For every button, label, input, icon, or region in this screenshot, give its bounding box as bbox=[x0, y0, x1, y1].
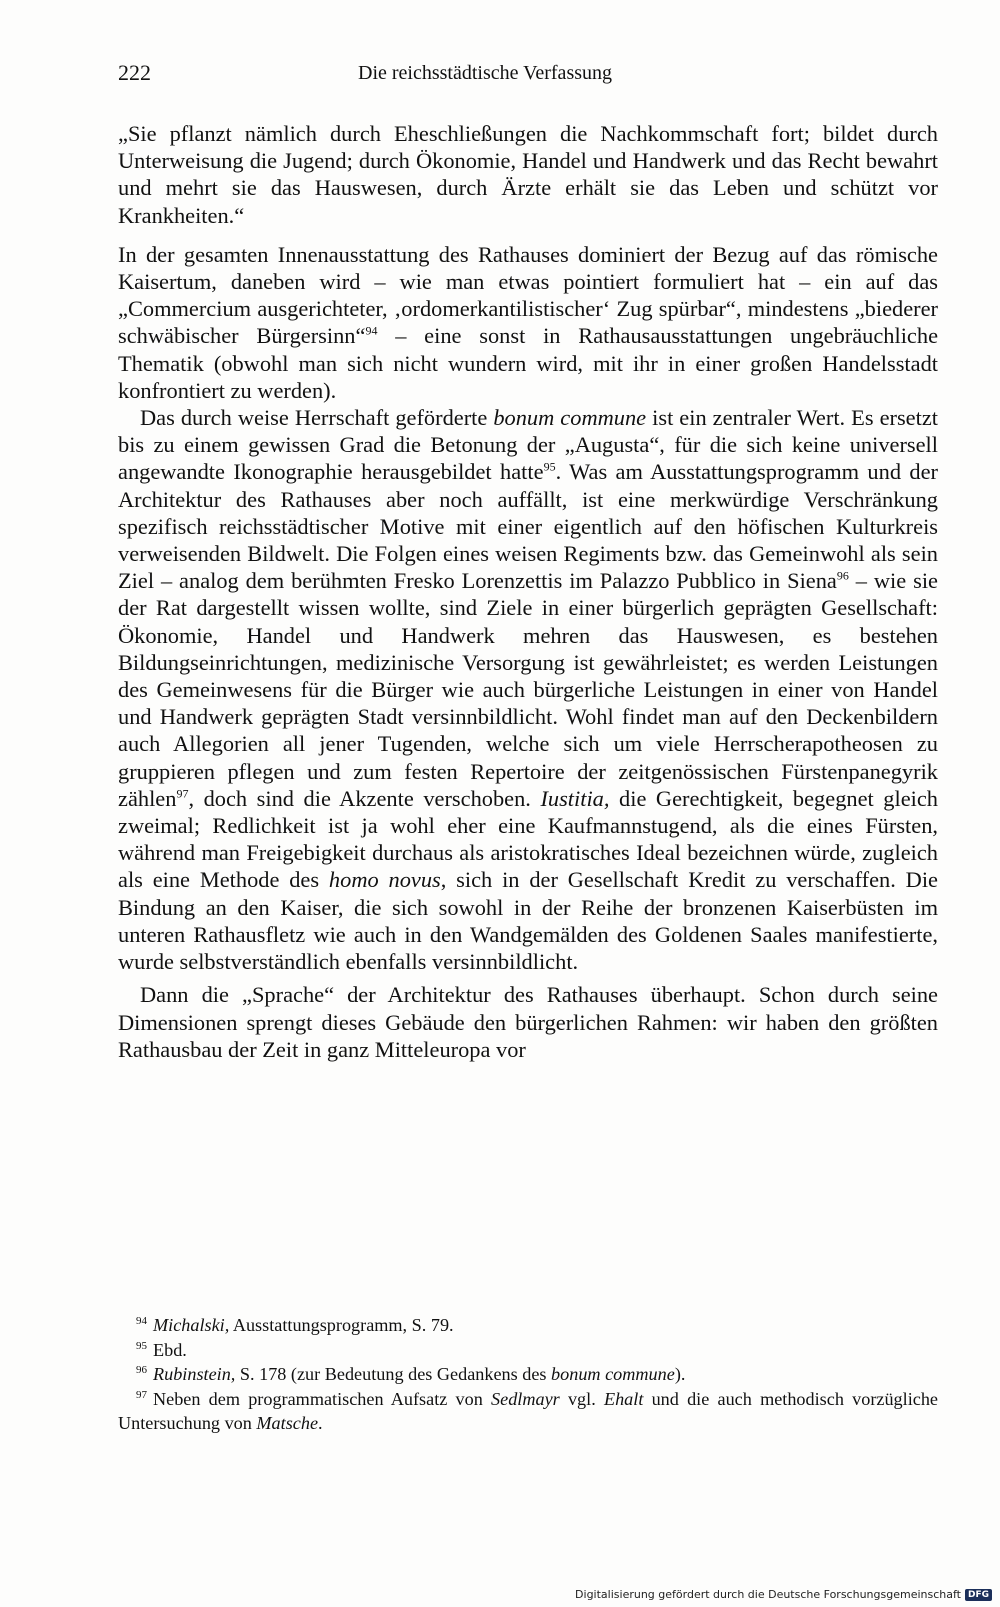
footnote-ref-94[interactable]: 94 bbox=[365, 323, 378, 338]
paragraph-2-text-b: ist ein zentraler Wert. Es ersetzt bis zu einem gewissen Grad die Betonung der „Augusta“, für die sich keine universell angewandte Ikonographie herausgebildet hatte bbox=[118, 405, 938, 485]
page-number: 222 bbox=[118, 60, 151, 85]
paragraph-2-text-a: Das durch weise Herrschaft geförderte bbox=[140, 405, 494, 431]
footnote-text: und die auch methodisch vorzügliche Untersuchung von bbox=[118, 1388, 938, 1434]
page-header bbox=[118, 60, 938, 92]
footnote-ref-96[interactable]: 96 bbox=[836, 568, 849, 583]
footnote-number: 97 bbox=[136, 1388, 147, 1401]
paragraph-3: Dann die „Sprache“ der Architektur des Rathauses überhaupt. Schon durch seine Dimensionen sprengt dieses Gebäude den bürgerlichen Rahmen: wir haben den größten Rathausbau der Zeit in ganz Mitteleuropa vor bbox=[118, 982, 938, 1062]
block-quote: „Sie pflanzt nämlich durch Eheschließungen die Nachkommschaft fort; bildet durch Unterweisung die Jugend; durch Ökonomie, Handel und Handwerk und das Recht bewahrt und mehrt sie das Hauswesen, durch Ärzte erhält sie das Leben und schützt vor Krankheiten.“ bbox=[118, 121, 938, 228]
footnote-number: 95 bbox=[136, 1339, 147, 1352]
term-iustitia: Iustitia, bbox=[540, 785, 610, 811]
footnote-text: vgl. bbox=[559, 1388, 604, 1409]
footnote-text: S. 178 (zur Bedeutung des Gedankens des bbox=[235, 1364, 552, 1385]
footnote-96 bbox=[118, 1362, 938, 1387]
paragraph-2 bbox=[118, 404, 938, 975]
footnote-author: Sedlmayr bbox=[491, 1388, 560, 1409]
footnote-author: Michalski, bbox=[153, 1315, 230, 1335]
dfg-logo-icon: DFG bbox=[965, 1589, 992, 1601]
footnote-ref-97[interactable]: 97 bbox=[176, 786, 189, 801]
footnote-text: Ausstattungsprogramm, S. 79. bbox=[229, 1315, 454, 1335]
footnote-text: . bbox=[318, 1413, 323, 1434]
paragraph-1-text-b: – eine sonst in Rathausausstattungen ungebräuchliche Thematik (obwohl man sich nicht wundern wird, mit ihr in einer großen Handelsstadt konfrontiert zu werden). bbox=[118, 323, 939, 403]
footnote-95 bbox=[118, 1338, 938, 1363]
footnote-ref-95[interactable]: 95 bbox=[543, 459, 556, 474]
footnote-text: ). bbox=[674, 1364, 686, 1385]
footnote-number: 96 bbox=[136, 1364, 147, 1377]
footnote-author: Matsche bbox=[256, 1413, 319, 1434]
paragraph-2-text-d: – wie sie der Rat dargestellt wissen wollte, sind Ziele in einer bürgerlich geprägten Gesellschaft: Ökonomie, Handel und Handwerk mehren das Hauswesen, es bestehen Bildungseinrichtungen, medizinische Versorgung ist gewährleistet; es werden Leistungen des Gemeinwesens für die Bürger wie auch bürgerliche Leistungen in einer von Handel und Handwerk geprägten Stadt versinnbildlicht. Wohl findet man auf den Deckenbildern auch Allegorien all jener Tugenden, welche sich um viele Herrscherapotheosen zu gruppieren pflegen und zum festen Repertoire der zeitgenössischen Fürstenpanegyrik zählen bbox=[118, 568, 938, 811]
footnote-text: Neben dem programmatischen Aufsatz von bbox=[153, 1388, 492, 1409]
paragraph-2-text-e: , doch sind die Akzente verschoben. bbox=[188, 785, 541, 811]
credit-text: Digitalisierung gefördert durch die Deutsche Forschungsgemeinschaft bbox=[575, 1588, 961, 1601]
term-bonum-commune: bonum commune bbox=[493, 405, 647, 431]
footnotes bbox=[118, 1313, 938, 1436]
footnote-97 bbox=[118, 1387, 938, 1436]
paragraph-2-text-g: , sich in der Gesellschaft Kredit zu verschaffen. Die Bindung an den Kaiser, die sich sowohl in der Reihe der bronzenen Kaiserbüsten im unteren Rathausfletz wie auch in den Wandgemälden des Goldenen Saales manifestierte, wurde selbstverständlich ebenfalls versinnbildlicht. bbox=[118, 867, 938, 975]
footnote-author: Rubinstein, bbox=[153, 1364, 236, 1385]
body-text bbox=[118, 120, 938, 1063]
footnote-italic-term: bonum commune bbox=[551, 1364, 675, 1385]
footnote-text: Ebd. bbox=[153, 1339, 187, 1360]
paragraph-1-text-a: In der gesamten Innenausstattung des Rathauses dominiert der Bezug auf das römische Kaisertum, daneben wird – wie man etwas pointiert formuliert hat – ein auf das „Commercium ausgerichteter, ‚ordomerkantilistischer‘ Zug spürbar“, mindestens „biederer schwäbischer Bürgersinn“ bbox=[118, 241, 938, 349]
running-title: Die reichsstädtische Verfassung bbox=[358, 62, 613, 84]
paragraph-1 bbox=[118, 241, 938, 404]
digitization-credit bbox=[575, 1588, 992, 1601]
term-homo-novus: homo novus bbox=[328, 867, 441, 893]
footnote-author: Ehalt bbox=[603, 1388, 644, 1409]
paragraph-2-text-f: die Gerechtigkeit, begegnet gleich zweimal; Redlichkeit ist ja wohl eher eine Kaufmannstugend, als die eines Fürsten, während man Freigebigkeit durchaus als aristokratisches Ideal bezeichnen würde, zugleich als eine Methode des bbox=[118, 785, 938, 893]
footnote-94 bbox=[118, 1313, 938, 1338]
footnote-number: 94 bbox=[136, 1314, 147, 1327]
paragraph-2-text-c: . Was am Ausstattungsprogramm und der Architektur des Rathauses aber noch auffällt, ist eine merkwürdige Verschränkung spezifisch reichsstädtischer Motive mit einer eigentlich auf den höfischen Kulturkreis verweisenden Bildwelt. Die Folgen eines weisen Regiments bzw. das Gemeinwohl als sein Ziel – analog dem berühmten Fresko Lorenzettis im Palazzo Pubblico in Siena bbox=[118, 459, 938, 594]
